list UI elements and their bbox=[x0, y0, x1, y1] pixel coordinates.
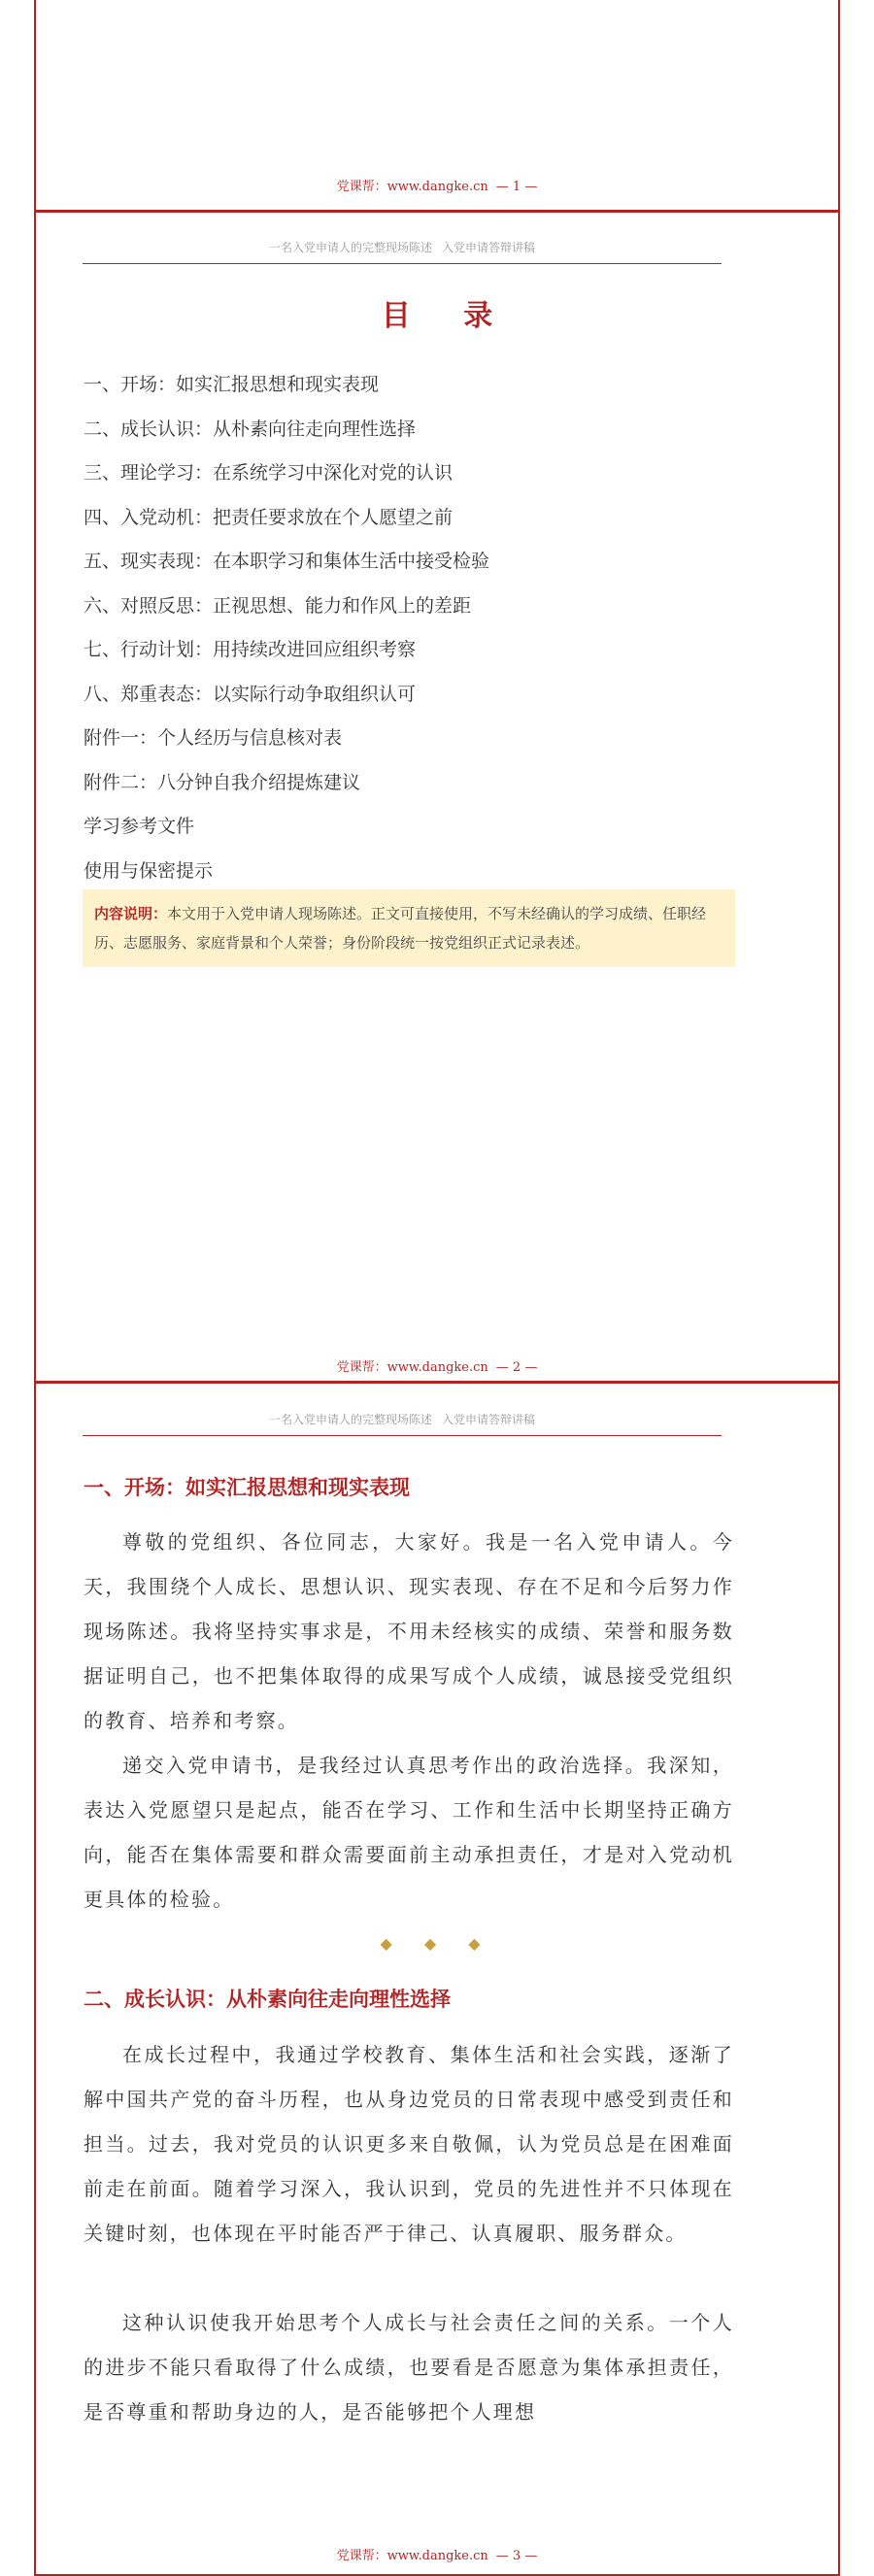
toc-item[interactable]: 七、行动计划：用持续改进回应组织考察 bbox=[84, 639, 417, 660]
running-header bbox=[83, 239, 722, 264]
toc-item[interactable]: 二、成长认识：从朴素向往走向理性选择 bbox=[84, 418, 417, 440]
section-heading: 二、成长认识：从朴素向往走向理性选择 bbox=[84, 1987, 451, 2011]
footer-page-number: — 3 — bbox=[495, 2549, 538, 2563]
toc-item[interactable]: 四、入党动机：把责任要求放在个人愿望之前 bbox=[84, 506, 454, 528]
page-footer bbox=[36, 1356, 838, 1375]
toc-item[interactable]: 八、郑重表态：以实际行动争取组织认可 bbox=[84, 683, 417, 705]
toc-title: 目 录 bbox=[381, 299, 515, 333]
toc-item[interactable]: 使用与保密提示 bbox=[84, 859, 214, 882]
footer-page-number: — 1 — bbox=[495, 180, 538, 194]
footer-page-number: — 2 — bbox=[495, 1360, 538, 1375]
page-1 bbox=[34, 0, 840, 213]
body-paragraph: 这种认识使我开始思考个人成长与社会责任之间的关系。一个人的进步不能只看取得了什么成绩，也要看是否愿意为集体承担责任，是否尊重和帮助身边的人，是否能够把个人理想 bbox=[84, 2311, 734, 2424]
content-note-label: 内容说明： bbox=[94, 905, 168, 922]
header-right: 入党申请答辩讲稿 bbox=[442, 241, 536, 254]
page-footer bbox=[36, 176, 838, 194]
footer-site: 党课帮：www.dangke.cn bbox=[336, 2549, 488, 2563]
toc-item[interactable]: 六、对照反思：正视思想、能力和作风上的差距 bbox=[84, 594, 472, 617]
body-paragraph: 递交入党申请书，是我经过认真思考作出的政治选择。我深知，表达入党愿望只是起点，能否在学习、工作和生活中长期坚持正确方向，能否在集体需要和群众需要面前主动承担责任，才是对入党动机更具体的检验。 bbox=[84, 1754, 734, 1911]
header-right: 入党申请答辩讲稿 bbox=[442, 1413, 536, 1426]
toc-list bbox=[84, 363, 489, 893]
running-header bbox=[83, 1411, 722, 1436]
body-paragraph: 尊敬的党组织、各位同志，大家好。我是一名入党申请人。今天，我围绕个人成长、思想认识、现实表现、存在不足和今后努力作现场陈述。我将坚持实事求是，不用未经核实的成绩、荣誉和服务数据证明自己，也不把集体取得的成果写成个人成绩，诚恳接受党组织的教育、培养和考察。 bbox=[84, 1530, 734, 1732]
section-heading: 一、开场：如实汇报思想和现实表现 bbox=[84, 1475, 410, 1499]
footer-site: 党课帮：www.dangke.cn bbox=[336, 1360, 488, 1375]
toc-item[interactable]: 附件一：个人经历与信息核对表 bbox=[84, 727, 343, 749]
page-footer bbox=[36, 2545, 838, 2563]
content-note-text: 本文用于入党申请人现场陈述。正文可直接使用，不写未经确认的学习成绩、任职经历、志愿服务、家庭背景和个人荣誉；身份阶段统一按党组织正式记录表述。 bbox=[94, 905, 707, 952]
content-note bbox=[83, 889, 735, 967]
section-divider: ◆ ◆ ◆ bbox=[380, 1934, 494, 1953]
header-left: 一名入党申请人的完整现场陈述 bbox=[268, 1413, 432, 1426]
toc-item[interactable]: 五、现实表现：在本职学习和集体生活中接受检验 bbox=[84, 551, 490, 572]
toc-item[interactable]: 三、理论学习：在系统学习中深化对党的认识 bbox=[84, 462, 454, 484]
body-paragraph: 在成长过程中，我通过学校教育、集体生活和社会实践，逐渐了解中国共产党的奋斗历程，也从身边党员的日常表现中感受到责任和担当。过去，我对党员的认识更多来自敬佩，认为党员总是在困难面前走在前面。随着学习深入，我认识到，党员的先进性并不只体现在关键时刻，也体现在平时能否严于律己、认真履职、服务群众。 bbox=[84, 2043, 734, 2245]
footer-site: 党课帮：www.dangke.cn bbox=[336, 180, 488, 194]
toc-item[interactable]: 学习参考文件 bbox=[84, 816, 195, 837]
header-left: 一名入党申请人的完整现场陈述 bbox=[268, 241, 432, 254]
toc-item[interactable]: 一、开场：如实汇报思想和现实表现 bbox=[84, 374, 380, 395]
toc-item[interactable]: 附件二：八分钟自我介绍提炼建议 bbox=[84, 771, 361, 793]
